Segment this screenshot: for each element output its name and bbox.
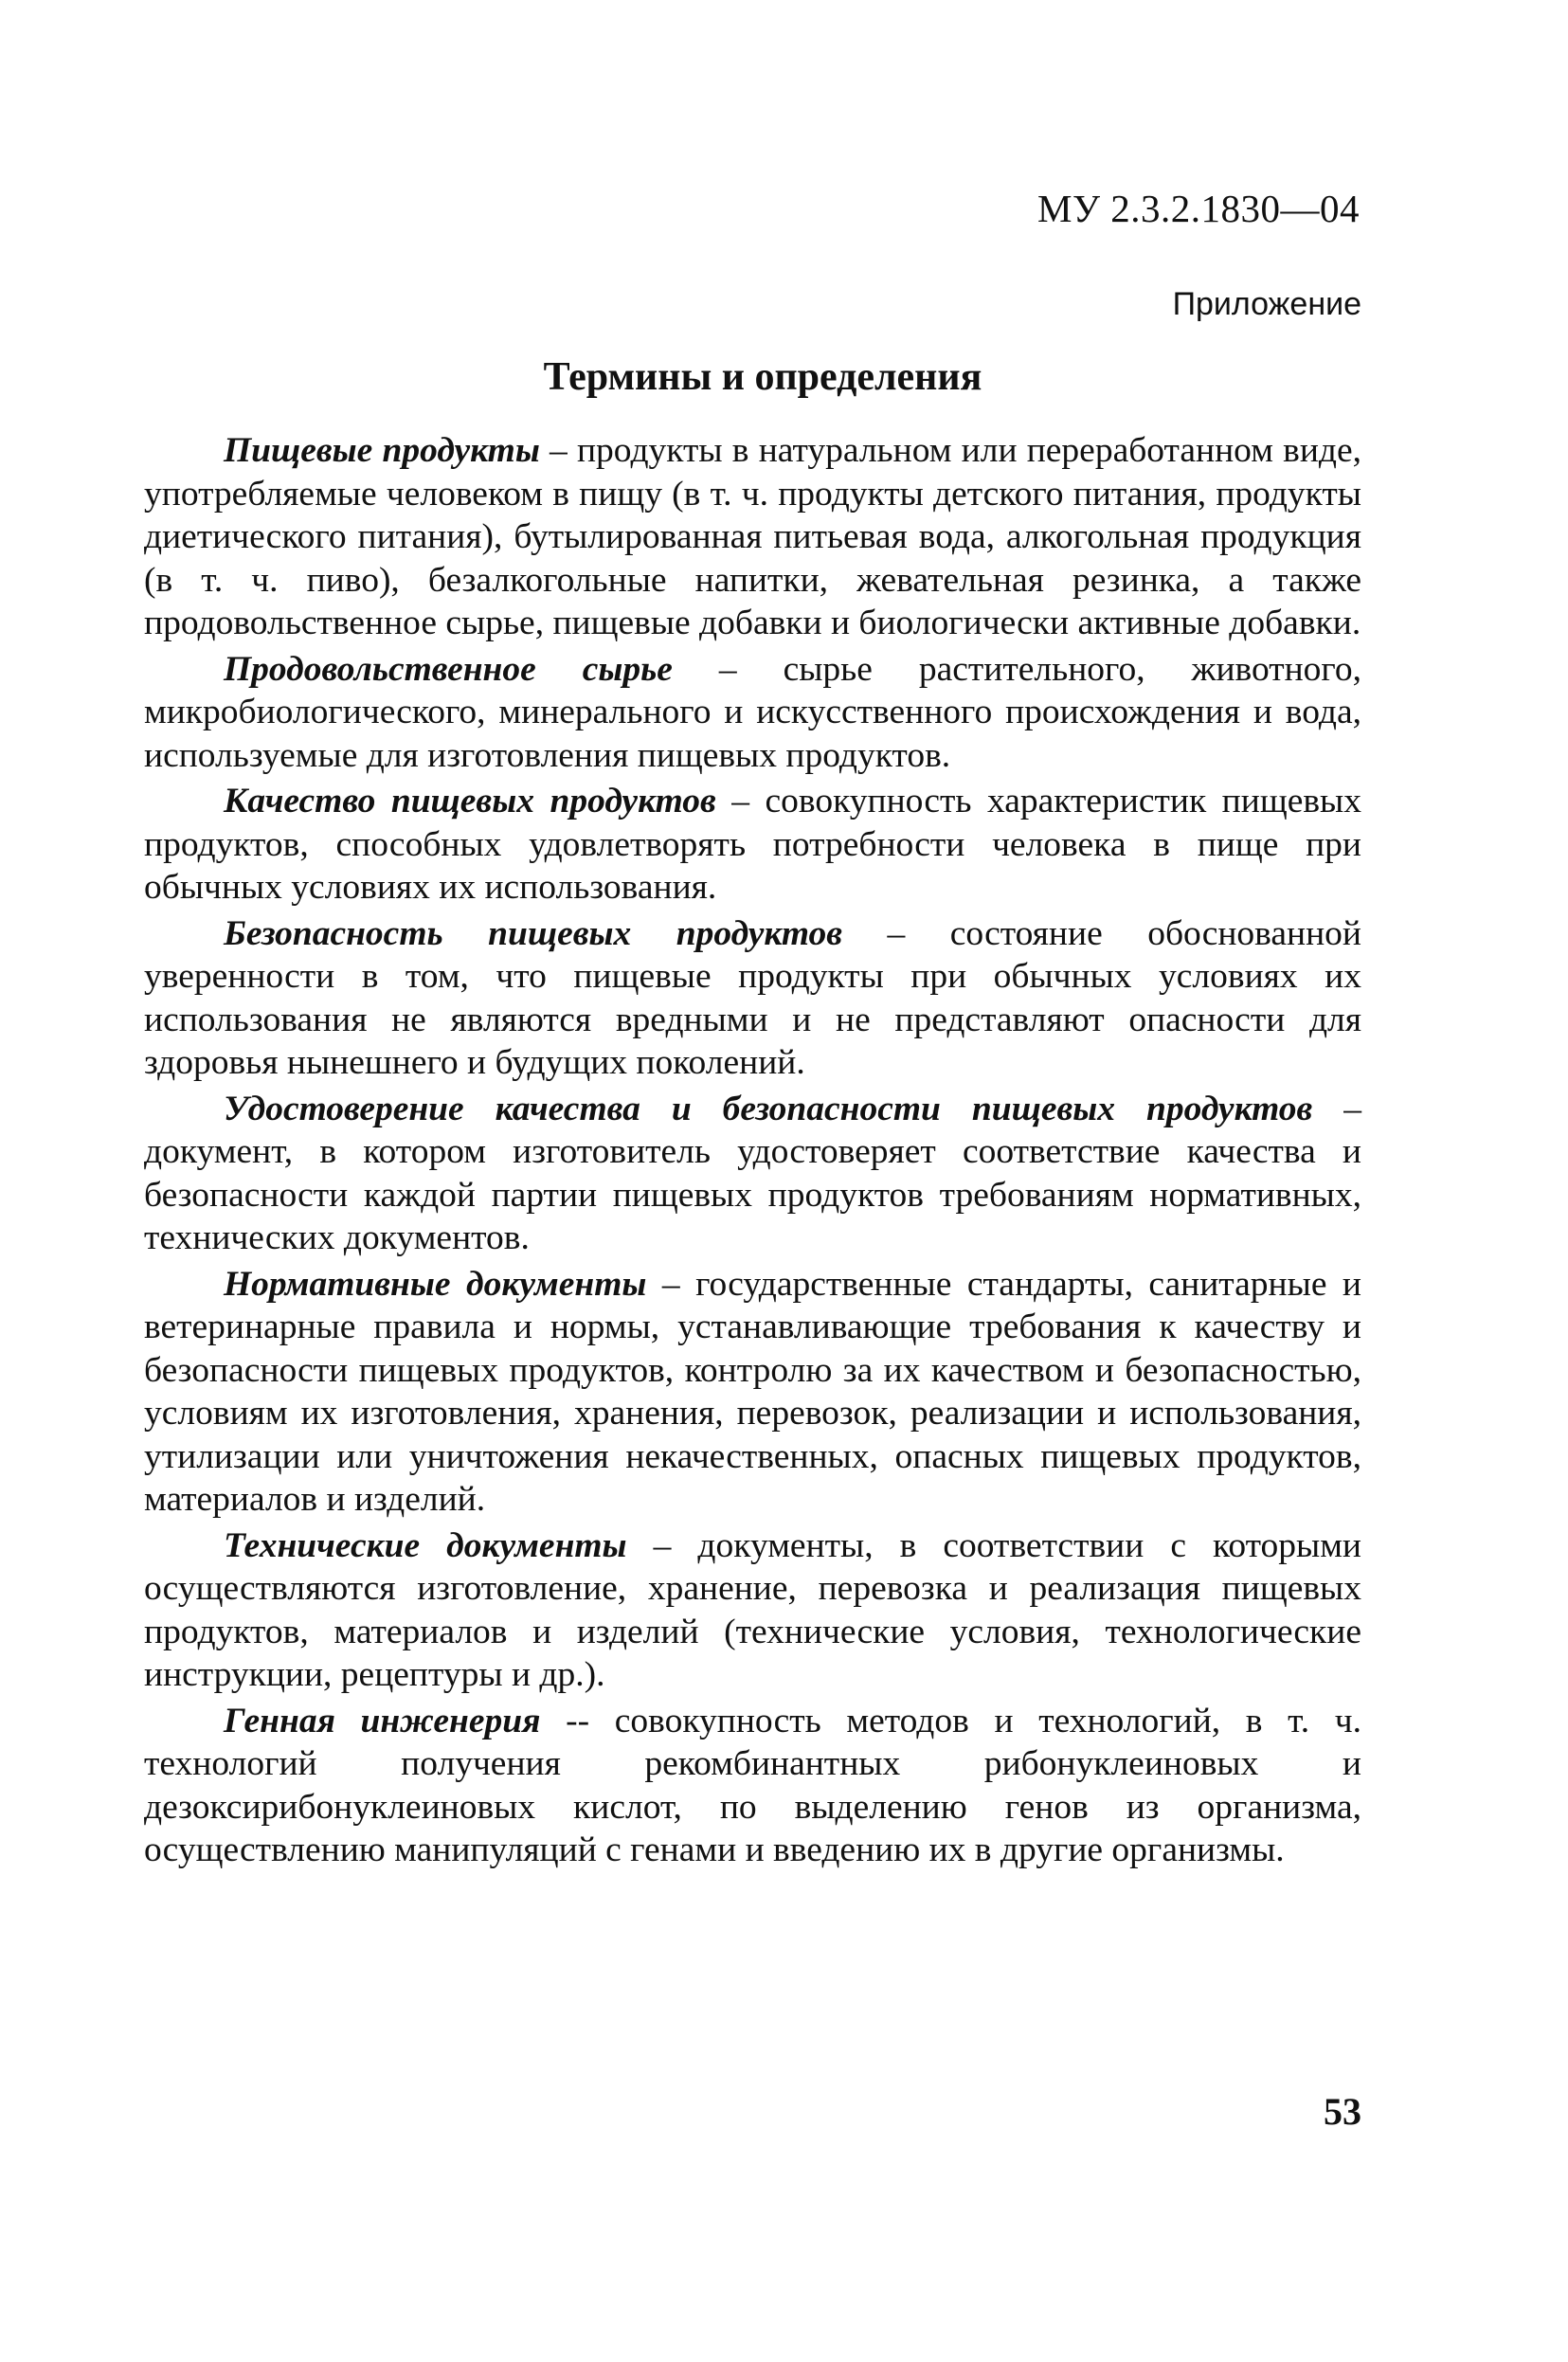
definition-paragraph (144, 648, 1361, 778)
definition-paragraph (144, 1524, 1361, 1697)
definition-term: Удостоверение качества и безопасности пищевых продуктов (224, 1089, 1313, 1128)
definition-text: – документ, в котором изготовитель удостоверяет соответствие качества и безопасности каждой партии пищевых продуктов требованиям нормативных, технических документов. (144, 1089, 1362, 1257)
definition-paragraph (144, 1263, 1361, 1522)
definition-text: – государственные стандарты, санитарные и ветеринарные правила и нормы, устанавливающие требования к качеству и безопасности пищевых продуктов, контролю за их качеством и безопасностью, условиям их изготовления, хранения, перевозок, реализации и использования, утилизации или уничтожения некачественных, опасных пищевых продуктов, материалов и изделий. (144, 1264, 1361, 1519)
definition-term: Безопасность пищевых продуктов (224, 913, 843, 953)
page-number: 53 (1324, 2090, 1361, 2133)
definition-text: – совокупность характеристик пищевых продуктов, способных удовлетворять потребности человека в пище при обычных условиях их использования. (144, 782, 1361, 907)
definition-term: Технические документы (224, 1525, 627, 1565)
definition-term: Качество пищевых продуктов (224, 782, 716, 820)
definition-text: – документы, в соответствии с которыми осуществляются изготовление, хранение, перевозка и реализация пищевых продуктов, материалов и изделий (технические условия, технологические инструкции, рецептуры и др.). (144, 1525, 1361, 1694)
definition-term: Пищевые продукты (224, 431, 540, 470)
definition-text: – сырье растительного, животного, микробиологического, минерального и искусственного происхождения и вода, используемые для изготовления пищевых продуктов. (144, 649, 1361, 775)
definition-paragraph (144, 1700, 1361, 1872)
definition-term: Нормативные документы (224, 1264, 647, 1304)
definition-term: Продовольственное сырье (224, 649, 673, 689)
definitions-list (144, 429, 1361, 1875)
definition-text: – состояние обоснованной уверенности в том, что пищевые продукты при обычных условиях их использования не являются вредными и не представляют опасности для здоровья нынешнего и будущих поколений. (144, 913, 1361, 1082)
definition-term: Генная инженерия (224, 1701, 541, 1740)
definition-paragraph (144, 912, 1361, 1085)
page-title: Термины и определения (543, 355, 982, 399)
definition-paragraph (144, 429, 1361, 645)
definition-text: -- совокупность методов и технологий, в т. ч. технологий получения рекомбинантных рибонуклеиновых и дезоксирибонуклеиновых кислот, по выделению генов из организма, осуществлению манипуляций с генами и введению их в другие организмы. (144, 1701, 1361, 1869)
appendix-label: Приложение (1172, 286, 1361, 322)
definition-text: – продукты в натуральном или переработанном виде, употребляемые человеком в пищу (в т. ч. продукты детского питания, продукты диетического питания), бутылированная питьевая вода, алкогольная продукция (в т. ч. пиво), безалкогольные напитки, жевательная резинка, а также продовольственное сырье, пищевые добавки и биологически активные добавки. (144, 431, 1362, 642)
document-code: МУ 2.3.2.1830—04 (1037, 187, 1360, 230)
definition-paragraph (144, 1088, 1361, 1260)
definition-paragraph (144, 780, 1361, 910)
